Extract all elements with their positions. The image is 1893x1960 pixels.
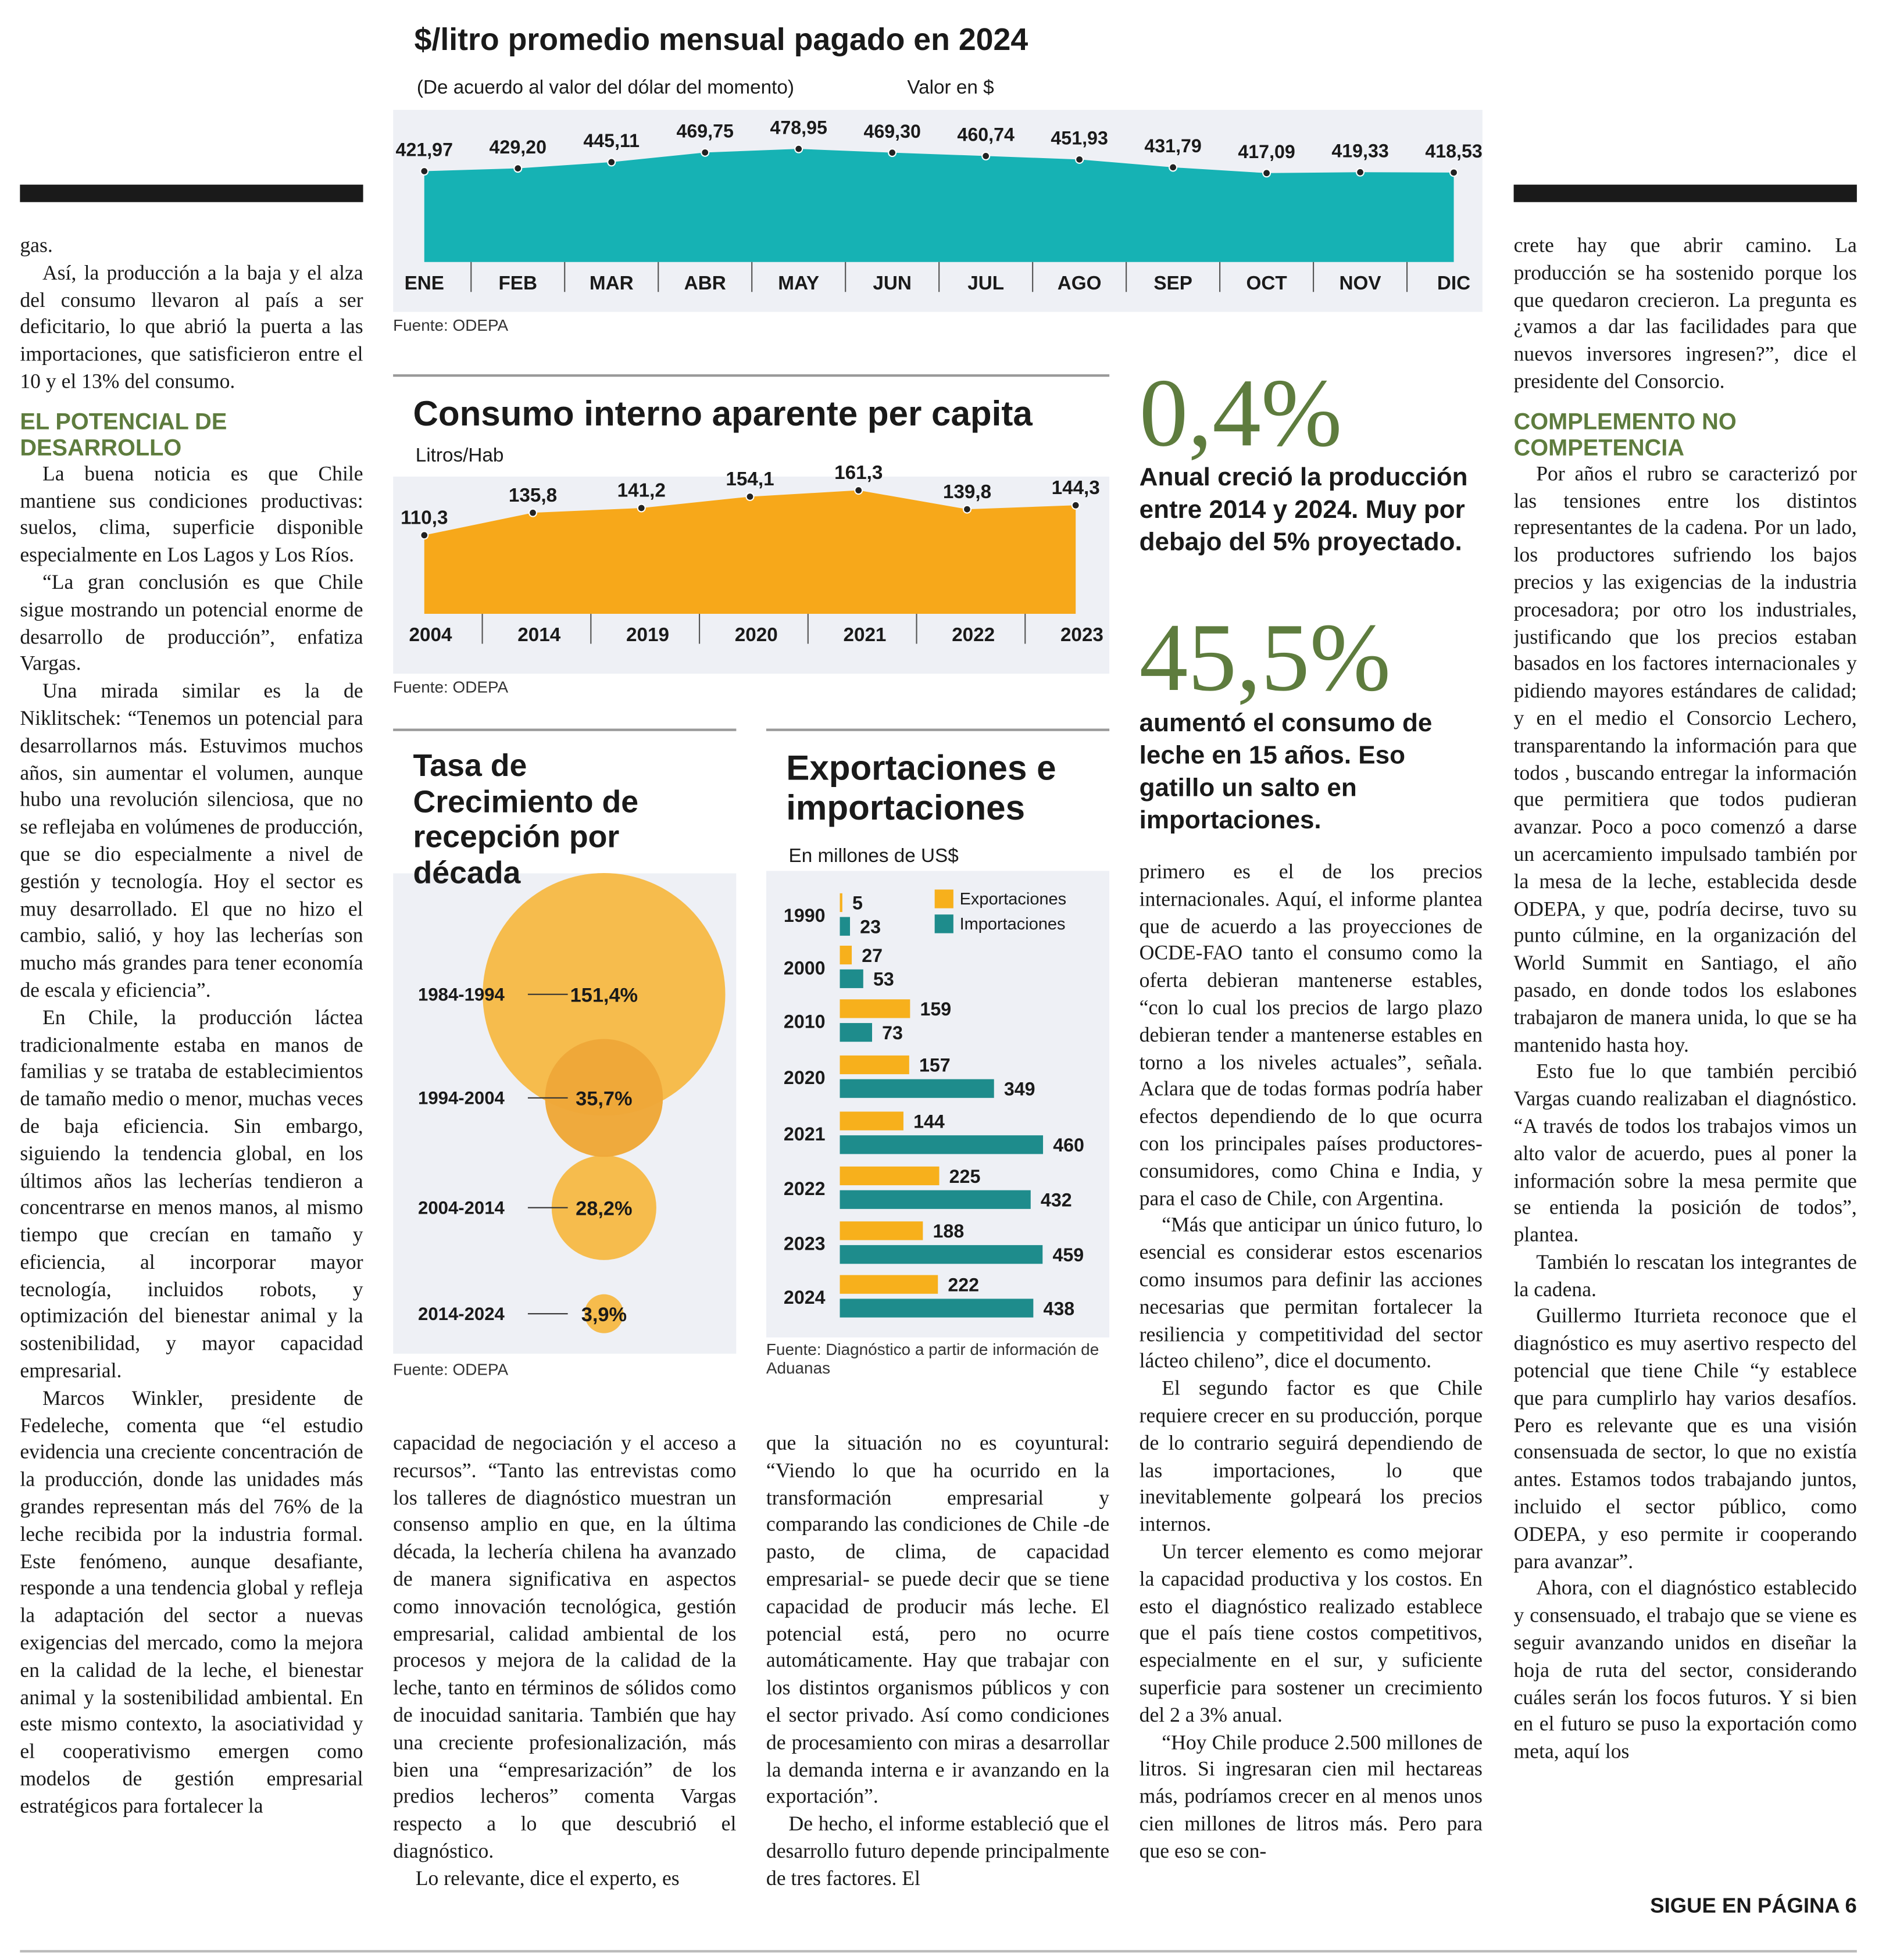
data-label: 460,74 xyxy=(957,124,1015,145)
x-tick-label: 2020 xyxy=(734,624,778,646)
article-paragraph: Esto fue lo que también percibió Vargas cuando realizaban el diagnóstico. “A través de todos los trabajos vimos un alto valor de acuerdo, pues al poner la información sobre la mesa permite que se entienda la posición de todos”, plantea. xyxy=(1513,1059,1857,1247)
chart-subtitle-trade: En millones de US$ xyxy=(788,846,959,867)
import-bar xyxy=(840,1135,1044,1154)
data-point xyxy=(1450,169,1458,176)
chart-title-growth: Tasa de Crecimiento de recepción por década xyxy=(413,748,639,890)
bar-value-label: 188 xyxy=(933,1221,965,1242)
data-label: 417,09 xyxy=(1238,141,1295,163)
chart-source: Fuente: ODEPA xyxy=(393,677,509,696)
data-label: 141,2 xyxy=(617,480,666,502)
data-point xyxy=(747,493,754,500)
export-bar xyxy=(840,999,910,1018)
chart-subtitle-price: (De acuerdo al valor del dólar del momento) xyxy=(416,77,794,99)
trade-bar-chart xyxy=(766,871,1109,1337)
data-label: 135,8 xyxy=(508,484,558,506)
article-column-stats xyxy=(1140,859,1483,1924)
x-tick-label: DIC xyxy=(1437,272,1471,294)
year-label: 2010 xyxy=(783,1011,826,1032)
export-bar xyxy=(840,1056,909,1074)
import-bar xyxy=(840,1299,1034,1317)
bar-value-label: 23 xyxy=(860,916,881,938)
data-point xyxy=(982,152,990,160)
x-tick-label: JUL xyxy=(967,272,1005,294)
article-paragraph: “La gran conclusión es que Chile sigue mostrando un potencial enorme de desarrollo de producción”, enfatiza Vargas. xyxy=(20,570,363,675)
article-paragraph: Un tercer elemento es como mejorar la capacidad productiva y los costos. En esto el diagnóstico realizado establece que el país tiene costos competitivos, especialmente en el sur, y suficiente superficie para sostener un crecimiento del 2 a 3% anual. xyxy=(1139,1539,1483,1726)
section-heading: EL POTENCIAL DE DESARROLLO xyxy=(20,407,227,460)
divider xyxy=(393,374,1109,376)
article-column-right xyxy=(1514,232,1857,1869)
divider xyxy=(393,728,736,730)
import-bar xyxy=(840,970,863,988)
data-label: 161,3 xyxy=(834,462,883,484)
data-point xyxy=(529,509,537,517)
import-bar xyxy=(840,1190,1031,1209)
x-tick-label: AGO xyxy=(1057,272,1102,294)
data-label: 478,95 xyxy=(770,117,827,138)
data-point xyxy=(888,149,896,156)
data-label: 469,75 xyxy=(676,120,734,142)
legend-swatch xyxy=(935,889,953,908)
data-point xyxy=(1356,169,1364,176)
article-paragraph: La buena noticia es que Chile mantiene sus condiciones productivas: suelos, clima, superficie disponible especialmente en Los Lagos y Los Ríos. xyxy=(20,461,363,567)
data-label: 429,20 xyxy=(489,136,547,158)
column-top-bar xyxy=(20,185,363,202)
import-bar xyxy=(840,917,850,936)
data-label: 418,53 xyxy=(1425,141,1483,162)
chart-ylabel: Litros/Hab xyxy=(415,445,504,467)
data-point xyxy=(1169,163,1177,171)
chart-title-consumption: Consumo interno aparente per capita xyxy=(413,394,1033,433)
bar-value-label: 438 xyxy=(1043,1298,1075,1319)
export-bar xyxy=(840,1275,938,1294)
chart-background xyxy=(766,871,1109,1337)
article-paragraph: También lo rescatan los integrantes de la cadena. xyxy=(1513,1250,1857,1301)
chart-title-price: $/litro promedio mensual pagado en 2024 xyxy=(414,22,1028,58)
data-point xyxy=(1076,156,1083,163)
decade-label: 1984-1994 xyxy=(418,984,505,1005)
article-paragraph: que la situación no es coyuntural: “Viendo lo que ha ocurrido en la transformación empresarial y comparando las condiciones de Chile -de pasto, de clima, de capacidad empresarial- se puede decir que se tiene capacidad de producir más leche. El potencial está, pero no ocurre automáticamente. Hay que trabajar con los distintos organismos públicos y con el sector privado. Así como condiciones de procesamiento con miras a desarrollar la demanda interna e ir avanzando en la exportación”. xyxy=(766,1430,1110,1808)
growth-value-label: 28,2% xyxy=(576,1197,633,1220)
import-bar xyxy=(840,1245,1043,1264)
bar-value-label: 159 xyxy=(920,999,952,1020)
data-point xyxy=(795,145,802,153)
stat-text: Anual creció la producción entre 2014 y 2024. Muy por debajo del 5% proyectado. xyxy=(1139,463,1468,557)
article-paragraph: Marcos Winkler, presidente de Fedeleche, comenta que “el estudio evidencia una creciente concentración de la producción, donde las unidades más grandes representan más del 76% de la leche recibida por la industria formal. Este fenómeno, aunque desafiante, responde a una tendencia global y refleja la adaptación del sector a nuevas exigencias del mercado, como la mejora en la calidad de la leche, el bienestar animal y la sostenibilidad ambiental. En este mismo contexto, la asociatividad y el cooperativismo emergen como modelos de gestión empresarial estratégicos para fortalecer la xyxy=(20,1386,363,1818)
x-tick-label: 2004 xyxy=(409,624,452,646)
decade-label: 1994-2004 xyxy=(418,1088,505,1108)
import-bar xyxy=(840,1023,872,1042)
year-label: 1990 xyxy=(783,905,826,927)
growth-value-label: 3,9% xyxy=(581,1304,627,1326)
chart-source: Fuente: ODEPA xyxy=(393,1360,509,1379)
article-paragraph: “Más que anticipar un único futuro, lo esencial es considerar estos escenarios como insumos para definir las acciones necesarias que permitan fortalecer la resiliencia y competitividad del sector lácteo chileno”, dice el documento. xyxy=(1139,1213,1483,1373)
x-tick-label: 2023 xyxy=(1060,624,1103,646)
data-point xyxy=(514,164,522,172)
price-area-chart xyxy=(393,110,1483,312)
continue-on-page: SIGUE EN PÁGINA 6 xyxy=(1650,1894,1857,1918)
chart-source: Fuente: Diagnóstico a partir de información de Aduanas xyxy=(766,1340,1099,1378)
data-label: 144,3 xyxy=(1051,477,1100,499)
year-label: 2020 xyxy=(783,1067,826,1089)
x-tick-label: 2014 xyxy=(517,624,561,646)
data-label: 421,97 xyxy=(395,139,453,160)
data-point xyxy=(420,531,428,539)
legend-swatch xyxy=(935,914,953,933)
x-tick-label: 2021 xyxy=(843,624,887,646)
chart-title-trade: Exportaciones e importaciones xyxy=(786,748,1056,828)
bar-value-label: 460 xyxy=(1053,1135,1084,1156)
article-paragraph: Una mirada similar es la de Niklitschek: “Tenemos un potencial para desarrollarnos más. Estuvimos muchos años, sin aumentar el volumen, aunque hubo una revolución silenciosa, que no se reflejaba en volúmenes de producción, que se dio especialmente a nivel de gestión y tecnología. Hoy el sector es muy desarrollado. El que no hizo el cambio, salió, y hoy las lecherías son mucho más grandes para tener economía de escala y eficiencia”. xyxy=(20,678,363,1002)
x-tick-label: MAR xyxy=(589,272,634,294)
data-label: 451,93 xyxy=(1051,127,1108,149)
data-label: 431,79 xyxy=(1144,135,1202,157)
year-label: 2024 xyxy=(783,1286,826,1308)
legend-label: Importaciones xyxy=(959,915,1066,934)
year-label: 2023 xyxy=(783,1233,826,1254)
x-tick-label: NOV xyxy=(1339,272,1381,294)
article-paragraph: primero es el de los precios internacionales. Aquí, el informe plantea que de acuerdo a las proyecciones de OCDE-FAO tanto el consumo como la oferta debieran mantenerse estables, “con lo cual los precios de largo plazo debieran tender a mantenerse estables en torno a los niveles actuales”, señala. Aclara que de todas formas podría haber efectos dependiendo de lo que ocurra con los principales países productores-consumidores, como China e India, y para el caso de Chile, con Argentina. xyxy=(1139,859,1483,1210)
data-point xyxy=(701,149,709,156)
data-label: 110,3 xyxy=(401,507,448,529)
chart-unit-note: Valor en $ xyxy=(907,77,994,99)
data-label: 419,33 xyxy=(1331,140,1389,162)
x-tick-label: 2019 xyxy=(626,624,669,646)
consumption-area-chart xyxy=(393,439,1109,674)
stat-value: 45,5% xyxy=(1139,602,1391,711)
data-point xyxy=(1263,169,1270,177)
export-bar xyxy=(840,946,852,964)
bar-value-label: 144 xyxy=(913,1111,945,1132)
export-bar xyxy=(840,1167,940,1185)
bar-value-label: 459 xyxy=(1052,1244,1084,1266)
chart-source: Fuente: ODEPA xyxy=(393,316,509,335)
x-tick-label: 2022 xyxy=(952,624,995,646)
stat-value: 0,4% xyxy=(1139,358,1342,467)
article-paragraph: Lo relevante, dice el experto, es xyxy=(415,1866,680,1890)
growth-value-label: 151,4% xyxy=(570,984,638,1007)
decade-label: 2004-2014 xyxy=(418,1197,505,1218)
data-label: 154,1 xyxy=(726,468,774,491)
article-paragraph: gas. xyxy=(20,233,53,257)
data-point xyxy=(1072,502,1080,509)
bar-value-label: 432 xyxy=(1040,1189,1072,1211)
data-label: 139,8 xyxy=(942,481,992,503)
legend-label: Exportaciones xyxy=(959,890,1067,909)
x-tick-label: JUN xyxy=(873,272,912,294)
data-point xyxy=(638,505,645,512)
article-paragraph: Así, la producción a la baja y el alza del consumo llevaron al país a ser deficitario, lo que abrió la puerta a las importaciones, que satisficieron entre el 10 y el 13% del consumo. xyxy=(20,260,363,394)
article-paragraph: De hecho, el informe estableció que el desarrollo futuro depende principalmente de tres factores. El xyxy=(766,1811,1110,1890)
article-column-center-a xyxy=(393,1430,736,1924)
x-tick-label: MAY xyxy=(778,272,820,294)
x-tick-label: FEB xyxy=(498,272,538,294)
bar-value-label: 27 xyxy=(862,945,883,966)
section-heading: COMPLEMENTO NO COMPETENCIA xyxy=(1513,407,1737,460)
x-tick-label: ENE xyxy=(404,272,444,294)
bar-value-label: 222 xyxy=(948,1274,980,1296)
bar-value-label: 349 xyxy=(1003,1078,1035,1100)
data-point xyxy=(608,158,615,166)
article-column-center-b xyxy=(766,1430,1109,1924)
article-paragraph: capacidad de negociación y el acceso a recursos”. “Tanto las entrevistas como los talleres de diagnóstico muestran un consenso amplio en que, en la última década, la lechería chilena ha avanzado de manera significativa en aspectos como innovación tecnológica, gestión empresarial, calidad ambiental de los procesos y mejora de la calidad de la leche, tanto en términos de sólidos como de inocuidad sanitaria. También que hay una creciente profesionalización, más bien una “empresarización” de los predios lecheros” comenta Vargas respecto a lo que descubrió el diagnóstico. xyxy=(393,1430,737,1863)
bar-value-label: 5 xyxy=(852,892,863,914)
article-paragraph: Por años el rubro se caracterizó por las tensiones entre los distintos representantes de la cadena. Por un lado, los productores sufriendo los bajos precios y las exigencias de la industria procesadora; por otro los industriales, justificando que los precios estaban basados en los factores internacionales y pidiendo mayores estándares de calidad; y en el medio el Consorcio Lechero, transparentando la información para que todos , buscando entregar la información que permitiera que todos pudieran avanzar. Poco a poco comenzó a darse un acercamiento impulsado también por la mesa de la leche, establecida desde ODEPA, y que, podría decirse, tuvo su punto cúlmine, en la organización del World Summit en Santiago, el año pasado, en donde todos los eslabones trabajaron de manera unida, lo que se ha mantenido hasta hoy. xyxy=(1513,461,1857,1056)
divider xyxy=(766,728,1109,730)
data-label: 445,11 xyxy=(583,130,640,152)
bar-value-label: 157 xyxy=(919,1054,951,1076)
export-bar xyxy=(840,893,842,912)
article-paragraph: “Hoy Chile produce 2.500 millones de litros. Si ingresaran cien mil hectareas más, podríamos crecer en al menos unos cien millones de litros más. Pero para que eso se con- xyxy=(1139,1729,1483,1862)
export-bar xyxy=(840,1221,923,1240)
data-point xyxy=(420,167,428,175)
bar-value-label: 53 xyxy=(873,968,894,990)
bottom-rule xyxy=(20,1950,1857,1952)
article-paragraph: crete hay que abrir camino. La producción se ha sostenido porque los que quedaron crecieron. La pregunta es ¿vamos a dar las facilidades para que nuevos inversores ingresen?”, dice el presidente del Consorcio. xyxy=(1513,233,1857,394)
growth-value-label: 35,7% xyxy=(576,1088,633,1110)
column-top-bar xyxy=(1514,185,1857,202)
data-label: 469,30 xyxy=(863,120,921,142)
year-label: 2021 xyxy=(783,1123,826,1144)
year-label: 2000 xyxy=(783,957,826,979)
year-label: 2022 xyxy=(783,1178,826,1200)
article-paragraph: Ahora, con el diagnóstico establecido y consensuado, el trabajo que se viene es seguir avanzando unidos en diseñar la hoja de ruta del sector, considerando cuáles serán los focos futuros. Y si bien en el futuro se puso la exportación como meta, aquí los xyxy=(1513,1576,1857,1764)
article-paragraph: En Chile, la producción láctea tradicionalmente estaba en manos de familias y se trataba de establecimientos de tamaño medio o menor, muchas veces de baja eficiencia. Sin embargo, siguiendo la tendencia global, en los últimos años las lecherías tendieron a concentrarse en menos manos, al mismo tiempo que crecían en tamaño y eficiencia, al incorporar mayor tecnología, incluidos robots, y optimización del bienestar animal y la sostenibilidad, y mayor capacidad empresarial. xyxy=(20,1005,363,1383)
article-paragraph: El segundo factor es que Chile requiere crecer en su producción, porque de lo contrario seguirá dependiendo de las importaciones, lo que inevitablemente golpeará los precios internos. xyxy=(1139,1376,1483,1536)
article-column-left xyxy=(20,232,363,1924)
bar-value-label: 225 xyxy=(949,1165,981,1187)
data-point xyxy=(855,487,862,494)
import-bar xyxy=(840,1079,994,1098)
decade-label: 2014-2024 xyxy=(418,1303,505,1324)
stat-text: aumentó el consumo de leche en 15 años. Eso gatillo un salto en importaciones. xyxy=(1139,709,1433,835)
export-bar xyxy=(840,1111,903,1130)
bar-value-label: 73 xyxy=(882,1022,903,1043)
article-paragraph: Guillermo Iturrieta reconoce que el diagnóstico es muy asertivo respecto del potencial que tiene Chile “y establece que para cumplirlo hay varios desafíos. Pero es relevante que es una visión consensuada de sector, lo que no existía antes. Estamos todos trabajando juntos, incluido el sector público, como ODEPA, y eso permite ir cooperando para avanzar”. xyxy=(1513,1304,1857,1573)
x-tick-label: OCT xyxy=(1246,272,1287,294)
data-point xyxy=(963,506,971,513)
x-tick-label: SEP xyxy=(1153,272,1192,294)
x-tick-label: ABR xyxy=(684,272,726,294)
